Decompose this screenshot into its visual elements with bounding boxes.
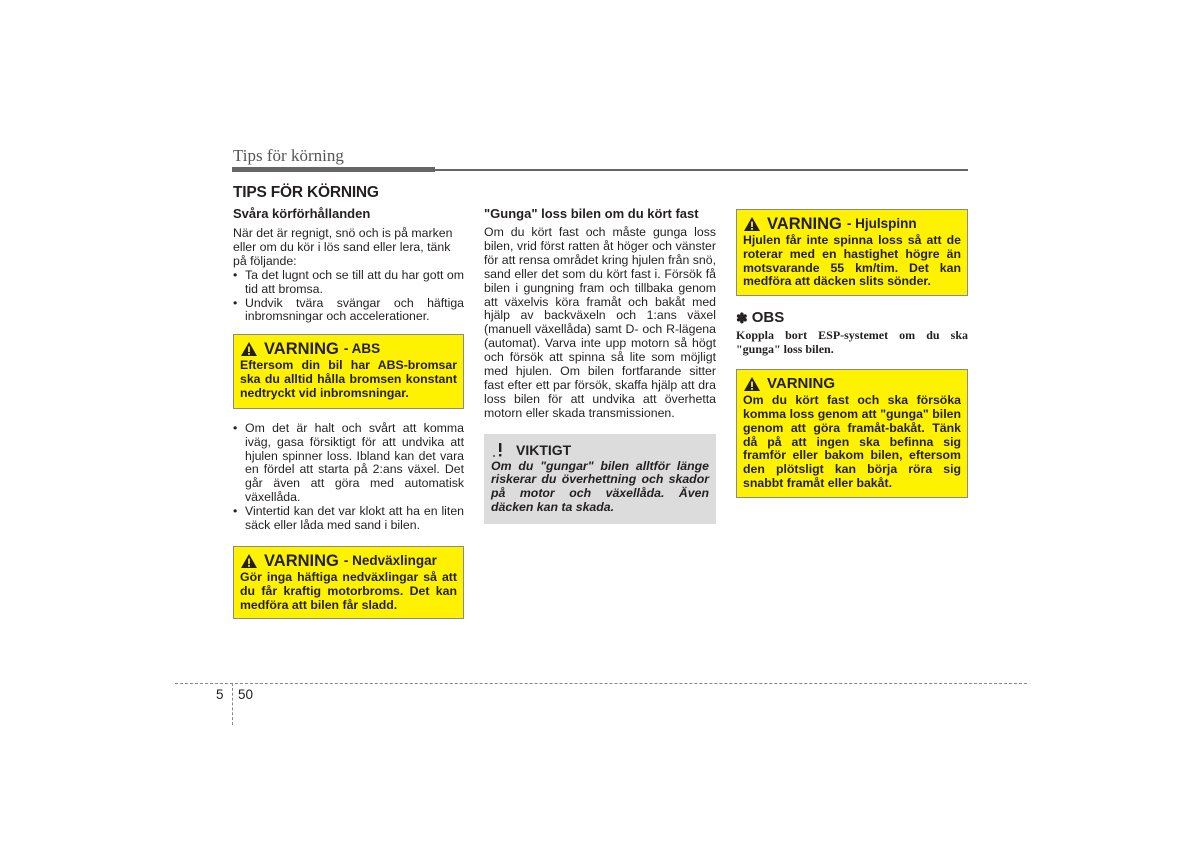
warning-label: VARNING [767,375,836,393]
footer-rule [175,683,1027,684]
warning-sublabel: - Nedväxlingar [343,552,437,568]
column-2 [484,207,716,524]
exclamation-icon [491,441,509,459]
important-text: Om du "gungar" bilen alltför länge riskerar du överhettning och skador på motor och växellåda. Även däcken kan ta skada. [491,458,709,515]
bullet-list-a [233,269,464,325]
subheading-rock-free: "Gunga" loss bilen om du kört fast [484,206,699,221]
column-1 [233,207,464,619]
important-box [484,434,716,524]
bullet-list-b [233,422,464,533]
warning-triangle-icon [240,553,258,569]
warning-label: VARNING [264,340,339,359]
warning-triangle-icon [743,216,761,232]
list-item: • Om det är halt och svårt att komma iväg, gasa försiktigt för att undvika att hjulen spinner loss. Ibland kan det vara en fördel att starta på 2:ans växel. Det går även att göra med automatisk växellåda. [233,420,464,505]
warning-box-general [736,369,968,498]
asterisk-icon: ✽ [736,310,748,327]
warning-text: Eftersom din bil har ABS-bromsar ska du alltid hålla bromsen konstant nedtryckt vid inbromsningar. [240,358,457,400]
warning-box-wheelspin [736,209,968,296]
warning-box-downshift [233,546,464,619]
page-number: 50 [238,687,254,702]
intro-paragraph: När det är regnigt, snö och is på marken eller om du kör i lös sand eller lera, tänk på följande: [233,226,453,268]
obs-text: Koppla bort ESP-systemet om du ska "gunga" loss bilen. [736,328,968,357]
column-3 [736,209,968,498]
list-item: • Vintertid kan det var klokt att ha en liten säck eller låda med sand i bilen. [233,504,464,533]
warning-sublabel: - Hjulspinn [846,216,917,231]
obs-label: OBS [751,309,785,327]
warning-text: Gör inga häftiga nedväxlingar så att du får kraftig motorbroms. Det kan medföra att bilen får sladd. [240,569,457,612]
obs-note [736,310,968,356]
footer-divider [232,683,233,725]
warning-triangle-icon [743,376,761,392]
important-label: VIKTIGT [516,441,572,458]
warning-text: Hjulen får inte spinna loss så att de roterar med en hastighet högre än motsvarande 55 km/tim. Det kan medföra att däcken slits sönder. [743,233,961,289]
warning-box-abs [233,334,464,408]
warning-sublabel: - ABS [343,341,381,357]
warning-text: Om du kört fast och ska försöka komma loss genom att "gunga" bilen genom att göra framåt-bakåt. Tänk då på att ingen ska befinna sig framför eller bakom bilen, eftersom den plötsligt kan börja röra sig snabbt framåt eller bakåt. [743,393,961,490]
list-item: • Undvik tvära svängar och häftiga inbromsningar och accelerationer. [233,295,464,324]
section-heading: TIPS FÖR KÖRNING [233,184,379,201]
warning-label: VARNING [264,551,339,570]
subheading-difficult-conditions: Svåra körförhållanden [233,206,371,221]
header-rule-thick [232,167,435,172]
warning-label: VARNING [767,215,842,233]
running-header-title: Tips för körning [233,146,344,165]
chapter-number: 5 [216,687,224,702]
list-item: • Ta det lugnt och se till att du har gott om tid att bromsa. [233,267,464,296]
body-paragraph: Om du kört fast och måste gunga loss bilen, vrid först ratten åt höger och vänster för att rensa området kring hjulen från snö, sand eller det som du kört fast i. Försök få bilen i gungning fram och tillbaka genom att växelvis köra framåt och bakåt med hjälp av backväxeln och 1:ans växel (manuell växellåda) samt D- och R-lägena (automat). Varva inte upp motorn så högt och försök att spinna så lite som möjligt med hjulen. Om bilen fortfarande sitter fast efter ett par försök, skaffa hjälp att dra loss bilen för att undvika att överhetta motorn eller skada transmissionen. [484,225,716,420]
header-rule-thin [435,169,968,171]
warning-triangle-icon [240,341,258,357]
